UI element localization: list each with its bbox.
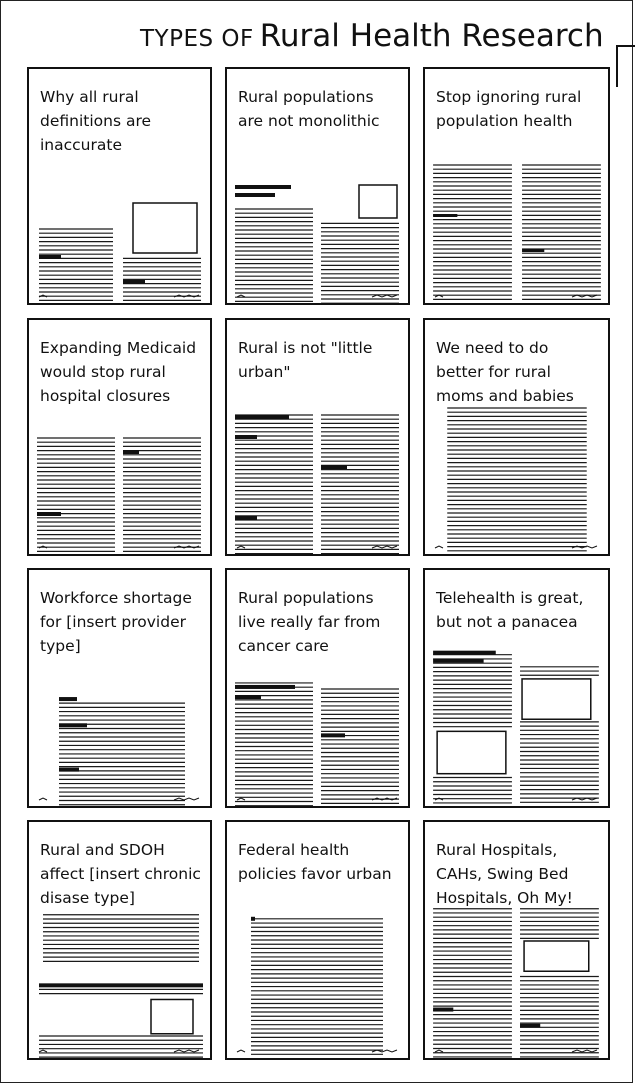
figure-box <box>133 203 197 253</box>
paper-rural-not-little-urban <box>225 318 410 556</box>
heading-mark <box>520 1024 540 1028</box>
figure-box <box>359 185 397 218</box>
paper-title: Rural populations are not monolithic <box>238 88 380 130</box>
heading-mark <box>123 450 139 454</box>
paper-telehealth <box>423 568 610 808</box>
heading-mark <box>235 435 257 439</box>
page-footer-mark <box>39 1050 47 1052</box>
heading-mark <box>433 214 457 217</box>
paper-body-text-lines <box>29 69 212 305</box>
paper-body-text-lines <box>227 570 410 808</box>
heading-mark <box>235 685 295 689</box>
figure-box <box>524 941 589 971</box>
title-main: Rural Health Research <box>259 18 604 54</box>
heading-mark <box>39 255 61 259</box>
heading-mark <box>235 516 257 520</box>
heading-mark <box>235 185 291 189</box>
heading-mark <box>522 249 544 252</box>
paper-title: Rural is not "little urban" <box>238 339 373 381</box>
page-footer-mark <box>237 1050 245 1052</box>
paper-title: Rural Hospitals, CAHs, Swing Bed Hospitals, Oh My! <box>436 841 573 907</box>
paper-title: Stop ignoring rural population health <box>436 88 582 130</box>
heading-mark <box>433 651 496 655</box>
paper-title: Workforce shortage for [insert provider type] <box>40 589 192 655</box>
page-footer-mark <box>39 798 47 800</box>
paper-body-text-lines <box>227 822 410 1060</box>
figure-box <box>437 731 506 773</box>
page-number-mark <box>174 1050 199 1052</box>
paper-far-from-cancer-care <box>225 568 410 808</box>
heading-mark <box>433 659 484 663</box>
figure-box <box>151 999 193 1033</box>
page-footer-mark <box>435 546 443 548</box>
page-footer-mark <box>435 1050 443 1052</box>
paper-rural-hospitals-oh-my <box>423 820 610 1060</box>
heading-mark <box>123 280 145 284</box>
title-prefix: TYPES OF <box>140 26 254 52</box>
heading-mark <box>59 697 77 701</box>
paper-body-text-lines <box>29 320 212 556</box>
figure-box <box>522 679 591 719</box>
paper-title: Why all rural definitions are inaccurate <box>40 88 152 154</box>
paper-body-text-lines <box>227 69 410 305</box>
paper-stop-ignoring-rural-health <box>423 67 610 305</box>
heading-mark <box>37 512 61 516</box>
page-number-mark <box>174 798 199 800</box>
paper-federal-policies-favor-urban <box>225 820 410 1060</box>
page-number-mark <box>572 1050 597 1052</box>
paper-body-text-lines <box>425 822 610 1060</box>
page-footer-mark <box>237 798 245 800</box>
page-number-mark <box>372 546 397 548</box>
paper-title: Expanding Medicaid would stop rural hospital closures <box>40 339 197 405</box>
heading-mark <box>235 193 275 197</box>
paper-body-text-lines <box>425 320 610 556</box>
comic-title <box>140 18 635 62</box>
paper-body-text-lines <box>29 570 212 808</box>
paper-body-text-lines <box>425 570 610 808</box>
paper-title: Telehealth is great, but not a panacea <box>436 589 584 631</box>
paper-body-text-lines <box>29 822 212 1060</box>
paper-body-text-lines <box>227 320 410 556</box>
heading-mark <box>235 415 289 419</box>
title-border-corner <box>616 45 635 87</box>
page-number-mark <box>372 1050 397 1052</box>
heading-mark <box>433 1008 453 1012</box>
paper-rural-populations-not-monolithic <box>225 67 410 305</box>
heading-mark <box>321 465 347 469</box>
page-footer-mark <box>237 546 245 548</box>
heading-mark <box>235 695 261 699</box>
paper-title: We need to do better for rural moms and babies <box>436 339 574 405</box>
heading-mark <box>59 768 79 772</box>
paper-body-text-lines <box>425 69 610 305</box>
paper-rural-and-sdoh <box>27 820 212 1060</box>
paper-rural-definitions <box>27 67 212 305</box>
heading-mark <box>321 733 345 737</box>
heading-mark <box>59 723 87 727</box>
heading-mark <box>39 983 203 987</box>
paper-title: Federal health policies favor urban <box>238 841 392 883</box>
paper-workforce-shortage <box>27 568 212 808</box>
paper-rural-moms-and-babies <box>423 318 610 556</box>
paper-title: Rural and SDOH affect [insert chronic disase type] <box>40 841 201 907</box>
paper-title: Rural populations live really far from cancer care <box>238 589 381 655</box>
heading-mark <box>251 917 255 921</box>
paper-expanding-medicaid <box>27 318 212 556</box>
